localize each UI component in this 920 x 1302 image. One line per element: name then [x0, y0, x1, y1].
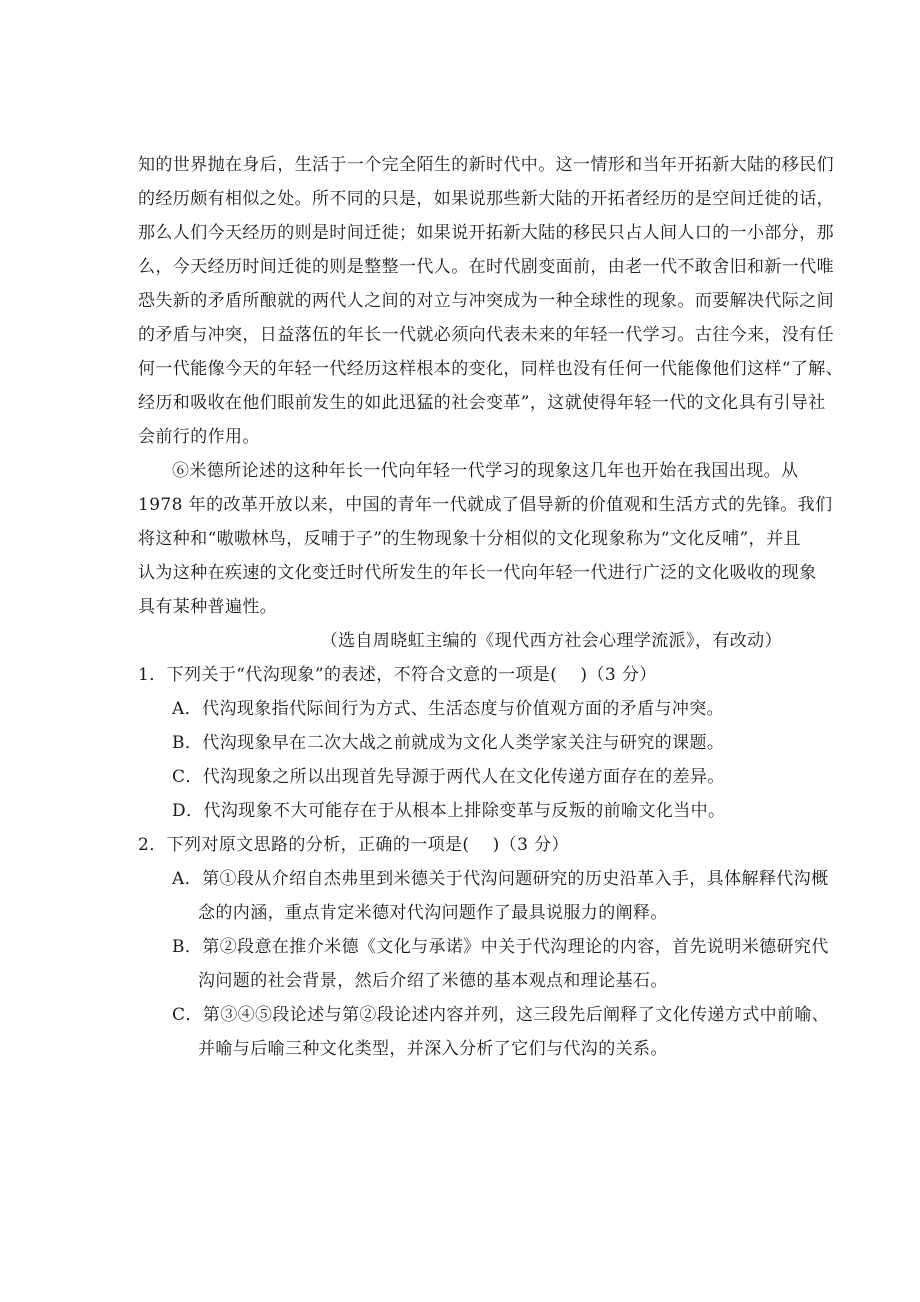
text-line: 那么人们今天经历的则是时间迁徙；如果说开拓新大陆的移民只占人间人口的一小部分，那	[138, 223, 834, 243]
question-stem: 2．下列对原文思路的分析，正确的一项是( )（3 分）	[138, 835, 569, 855]
question-2	[138, 828, 830, 1066]
option-d: D．代沟现象不大可能存在于从根本上排除变革与反叛的前喻文化当中。	[172, 801, 726, 821]
text-line: 将这种和“嗷嗷林鸟，反哺于子”的生物现象十分相似的文化现象称为“文化反哺”，并且	[138, 529, 801, 549]
text-line: 经历和吸收在他们眼前发生的如此迅猛的社会变革”，这就使得年轻一代的文化具有引导社	[138, 393, 826, 413]
text-line: 恐失新的矛盾所酿就的两代人之间的对立与冲突成为一种全球性的现象。而要解决代际之间	[138, 291, 834, 311]
option-a: A．代沟现象指代际间行为方式、生活态度与价值观方面的矛盾与冲突。	[172, 699, 725, 719]
document-page	[138, 148, 844, 1066]
paragraph-6	[138, 454, 833, 624]
text-line: 知的世界抛在身后，生活于一个完全陌生的新时代中。这一情形和当年开拓新大陆的移民们	[138, 155, 834, 175]
option-c: C．第③④⑤段论述与第②段论述内容并列，这三段先后阐释了文化传递方式中前喻、	[172, 1005, 830, 1025]
text-line: ⑥米德所论述的这种年长一代向年轻一代学习的现象这几年也开始在我国出现。从	[172, 461, 799, 481]
text-line: 的矛盾与冲突，日益落伍的年长一代就必须向代表未来的年轻一代学习。古往今来，没有任	[138, 325, 834, 345]
option-c-continued: 并喻与后喻三种文化类型，并深入分析了它们与代沟的关系。	[198, 1039, 668, 1059]
option-a: A．第①段从介绍自杰弗里到米德关于代沟问题研究的历史沿革入手，具体解释代沟概	[172, 869, 829, 889]
text-line: 具有某种普遍性。	[138, 597, 278, 617]
option-a-continued: 念的内涵，重点肯定米德对代沟问题作了最具说服力的阐释。	[198, 903, 668, 923]
source-citation: （选自周晓虹主编的《现代西方社会心理学流派》，有改动）	[320, 631, 782, 651]
question-stem: 1．下列关于“代沟现象”的表述，不符合文意的一项是( )（3 分）	[138, 665, 657, 685]
paragraph-5	[138, 148, 844, 454]
text-line: 的经历颇有相似之处。所不同的只是，如果说那些新大陆的开拓者经历的是空间迁徙的话，	[138, 189, 834, 209]
text-line: 么，今天经历时间迁徙的则是整整一代人。在时代剧变面前，由老一代不敢舍旧和新一代唯	[138, 257, 834, 277]
text-line: 何一代能像今天的年轻一代经历这样根本的变化，同样也没有任何一代能像他们这样“了解、	[138, 359, 844, 379]
option-b: B．第②段意在推介米德《文化与承诺》中关于代沟理论的内容，首先说明米德研究代	[172, 937, 829, 957]
text-line: 认为这种在疾速的文化变迁时代所发生的年长一代向年轻一代进行广泛的文化吸收的现象	[138, 563, 817, 583]
option-b-continued: 沟问题的社会背景，然后介绍了米德的基本观点和理论基石。	[198, 971, 668, 991]
text-line: 会前行的作用。	[138, 427, 260, 447]
text-line: 1978 年的改革开放以来，中国的青年一代就成了倡导新的价值观和生活方式的先锋。我们	[138, 495, 833, 515]
option-c: C．代沟现象之所以出现首先导源于两代人在文化传递方面存在的差异。	[172, 767, 725, 787]
question-1	[138, 658, 786, 828]
option-b: B．代沟现象早在二次大战之前就成为文化人类学家关注与研究的课题。	[172, 733, 725, 753]
